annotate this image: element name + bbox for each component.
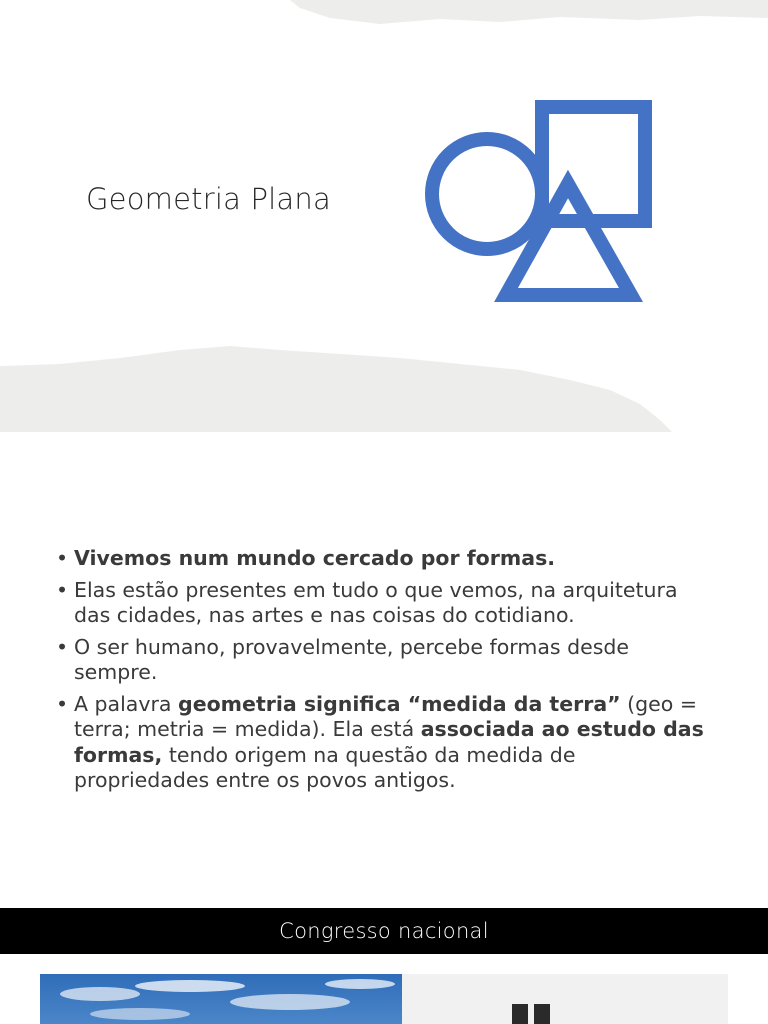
geometric-shapes-icon bbox=[420, 98, 656, 308]
bullet-item-4 bbox=[56, 692, 716, 794]
page-title: Geometria Plana bbox=[86, 182, 331, 216]
bullet-dot-icon: • bbox=[56, 577, 69, 602]
torn-paper-top-decoration bbox=[0, 0, 768, 34]
bullet-text-run: tendo origem na questão da medida de propriedades entre os povos antigos. bbox=[74, 742, 576, 792]
bullet-dot-icon: • bbox=[56, 691, 69, 716]
bullet-list bbox=[56, 546, 716, 800]
bullet-text-run: (geo = terra; metria = medida). Ela está bbox=[74, 691, 698, 741]
congresso-photo-image bbox=[40, 974, 728, 1024]
bullet-dot-icon: • bbox=[56, 634, 69, 659]
slide-congresso-header bbox=[0, 908, 768, 954]
bullet-item-3 bbox=[56, 635, 716, 686]
bullet-text: Vivemos num mundo cercado por formas. bbox=[74, 546, 556, 570]
bullet-text: O ser humano, provavelmente, percebe formas desde sempre. bbox=[74, 634, 630, 684]
bullet-text-run-bold: geometria significa “medida da terra” bbox=[178, 691, 621, 716]
bullet-item-2 bbox=[56, 578, 716, 629]
bullet-text: Elas estão presentes em tudo o que vemos, na arquitetura das cidades, nas artes e nas coisas do cotidiano. bbox=[74, 577, 678, 627]
slide-congresso-body bbox=[0, 954, 768, 1024]
bullet-item-1 bbox=[56, 546, 716, 572]
bullet-text-run-bold: associada ao estudo das formas, bbox=[74, 717, 704, 767]
slide-title-geometria bbox=[0, 0, 768, 432]
bullet-dot-icon: • bbox=[56, 546, 69, 570]
torn-paper-bottom-decoration bbox=[0, 330, 768, 432]
bullet-text-run: A palavra bbox=[74, 691, 179, 716]
slide-title: Congresso nacional bbox=[279, 919, 489, 943]
slide-formas-text bbox=[0, 432, 768, 908]
